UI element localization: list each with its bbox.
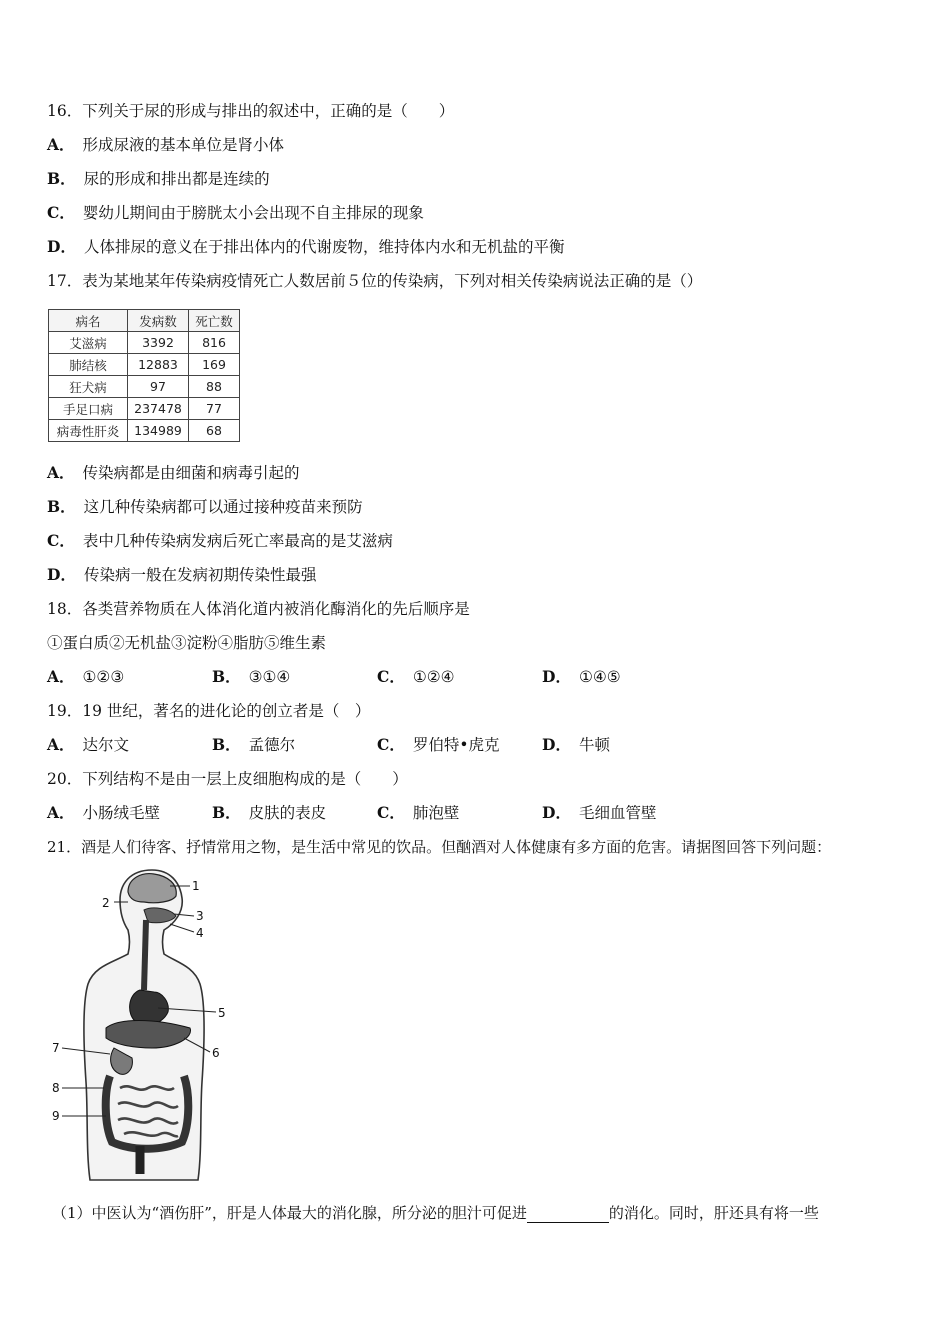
option-text: 这几种传染病都可以通过接种疫苗来预防 <box>83 498 363 516</box>
q16-option-b <box>47 169 270 189</box>
table-header-row <box>49 310 240 332</box>
q16-option-c <box>47 203 424 223</box>
table-cell: 169 <box>189 354 240 376</box>
option-label: A． <box>47 735 75 754</box>
q17-stem: 17．表为某地某年传染病疫情死亡人数居前５位的传染病，下列对相关传染病说法正确的是（） <box>47 272 703 290</box>
q18-stem: 18．各类营养物质在人体消化道内被消化酶消化的先后顺序是 <box>47 600 470 618</box>
option-text: 表中几种传染病发病后死亡率最高的是艾滋病 <box>82 532 393 550</box>
q17-option-b <box>47 497 363 517</box>
figure-label-8: 8 <box>52 1081 60 1095</box>
figure-label-6: 6 <box>212 1046 220 1060</box>
figure-label-9: 9 <box>52 1109 60 1123</box>
q21-sub1 <box>52 1203 819 1223</box>
option-label: C． <box>377 667 405 686</box>
option-text: 尿的形成和排出都是连续的 <box>83 170 270 188</box>
disease-table <box>48 309 240 442</box>
table-header: 病名 <box>49 310 128 332</box>
q16-stem: 16．下列关于尿的形成与排出的叙述中，正确的是（ ） <box>47 102 455 120</box>
figure-label-1: 1 <box>192 879 200 893</box>
option-label: B． <box>47 497 76 516</box>
table-cell: 12883 <box>128 354 189 376</box>
q17-option-a <box>47 463 300 483</box>
q18-option-a <box>47 667 124 687</box>
option-text: 人体排尿的意义在于排出体内的代谢废物，维持体内水和无机盐的平衡 <box>83 238 565 256</box>
option-text: 皮肤的表皮 <box>248 804 327 822</box>
option-label: A． <box>47 803 75 822</box>
figure-label-3: 3 <box>196 909 204 923</box>
table-cell: 病毒性肝炎 <box>49 420 128 442</box>
q18-sub: ①蛋白质②无机盐③淀粉④脂肪⑤维生素 <box>47 634 327 652</box>
table-row <box>49 398 240 420</box>
option-label: C． <box>377 803 405 822</box>
q16-option-d <box>47 237 564 257</box>
q17-option-c <box>47 531 393 551</box>
option-text: 牛顿 <box>578 736 610 754</box>
q20-option-b <box>212 803 326 823</box>
q21-sub1-before: （1）中医认为“酒伤肝”，肝是人体最大的消化腺，所分泌的胆汁可促进 <box>52 1204 527 1222</box>
option-text: ①②④ <box>412 668 455 686</box>
table-cell: 肺结核 <box>49 354 128 376</box>
option-label: B． <box>212 735 241 754</box>
option-label: A． <box>47 667 75 686</box>
table-cell: 3392 <box>128 332 189 354</box>
option-text: 形成尿液的基本单位是肾小体 <box>82 136 285 154</box>
option-text: 小肠绒毛壁 <box>82 804 161 822</box>
option-label: B． <box>212 667 241 686</box>
option-label: B． <box>212 803 241 822</box>
option-text: 传染病都是由细菌和病毒引起的 <box>82 464 300 482</box>
option-text: 孟德尔 <box>248 736 296 754</box>
table-row <box>49 354 240 376</box>
option-label: C． <box>47 203 75 222</box>
table-cell: 816 <box>189 332 240 354</box>
q16-option-a <box>47 135 284 155</box>
figure-label-5: 5 <box>218 1006 226 1020</box>
table-row <box>49 376 240 398</box>
table-cell: 手足口病 <box>49 398 128 420</box>
option-label: C． <box>377 735 405 754</box>
q20-option-c <box>377 803 459 823</box>
option-label: B． <box>47 169 76 188</box>
q19-stem: 19．19 世纪，著名的进化论的创立者是（ ） <box>47 702 371 720</box>
q17-option-d <box>47 565 316 585</box>
option-text: ①④⑤ <box>578 668 621 686</box>
option-label: D． <box>542 803 571 822</box>
human-body-organ-figure <box>44 862 244 1182</box>
table-cell: 97 <box>128 376 189 398</box>
table-header: 发病数 <box>128 310 189 332</box>
q21-sub1-after: 的消化。同时，肝还具有将一些 <box>608 1204 819 1222</box>
table-row <box>49 420 240 442</box>
option-text: 达尔文 <box>82 736 130 754</box>
figure-label-7: 7 <box>52 1041 60 1055</box>
option-text: 肺泡壁 <box>412 804 460 822</box>
table-header: 死亡数 <box>189 310 240 332</box>
option-text: 婴幼儿期间由于膀胱太小会出现不自主排尿的现象 <box>82 204 424 222</box>
option-label: A． <box>47 463 75 482</box>
q19-option-c <box>377 735 500 755</box>
q19-option-a <box>47 735 129 755</box>
option-text: 罗伯特•虎克 <box>412 736 500 754</box>
option-label: D． <box>47 565 76 584</box>
answer-blank[interactable] <box>527 1206 609 1223</box>
stomach-shape <box>130 990 169 1025</box>
q18-option-b <box>212 667 290 687</box>
table-cell: 狂犬病 <box>49 376 128 398</box>
figure-label-2: 2 <box>102 896 110 910</box>
option-label: D． <box>542 735 571 754</box>
option-text: ①②③ <box>82 668 125 686</box>
table-row <box>49 332 240 354</box>
option-text: ③①④ <box>248 668 291 686</box>
table-cell: 艾滋病 <box>49 332 128 354</box>
q20-option-d <box>542 803 656 823</box>
option-text: 传染病一般在发病初期传染性最强 <box>83 566 317 584</box>
figure-label-4: 4 <box>196 926 204 940</box>
option-label: D． <box>47 237 76 256</box>
table-cell: 237478 <box>128 398 189 420</box>
table-cell: 88 <box>189 376 240 398</box>
option-label: A． <box>47 135 75 154</box>
q20-option-a <box>47 803 160 823</box>
table-cell: 134989 <box>128 420 189 442</box>
option-text: 毛细血管壁 <box>578 804 657 822</box>
q20-stem: 20．下列结构不是由一层上皮细胞构成的是（ ） <box>47 770 408 788</box>
q21-stem: 21．酒是人们待客、抒情常用之物，是生活中常见的饮品。但酗酒对人体健康有多方面的危害。请据图回答下列问题： <box>47 838 832 856</box>
q19-option-d <box>542 735 610 755</box>
option-label: D． <box>542 667 571 686</box>
q19-option-b <box>212 735 295 755</box>
table-cell: 68 <box>189 420 240 442</box>
q18-option-c <box>377 667 455 687</box>
table-cell: 77 <box>189 398 240 420</box>
option-label: C． <box>47 531 75 550</box>
q18-option-d <box>542 667 621 687</box>
esophagus-shape <box>144 920 146 990</box>
